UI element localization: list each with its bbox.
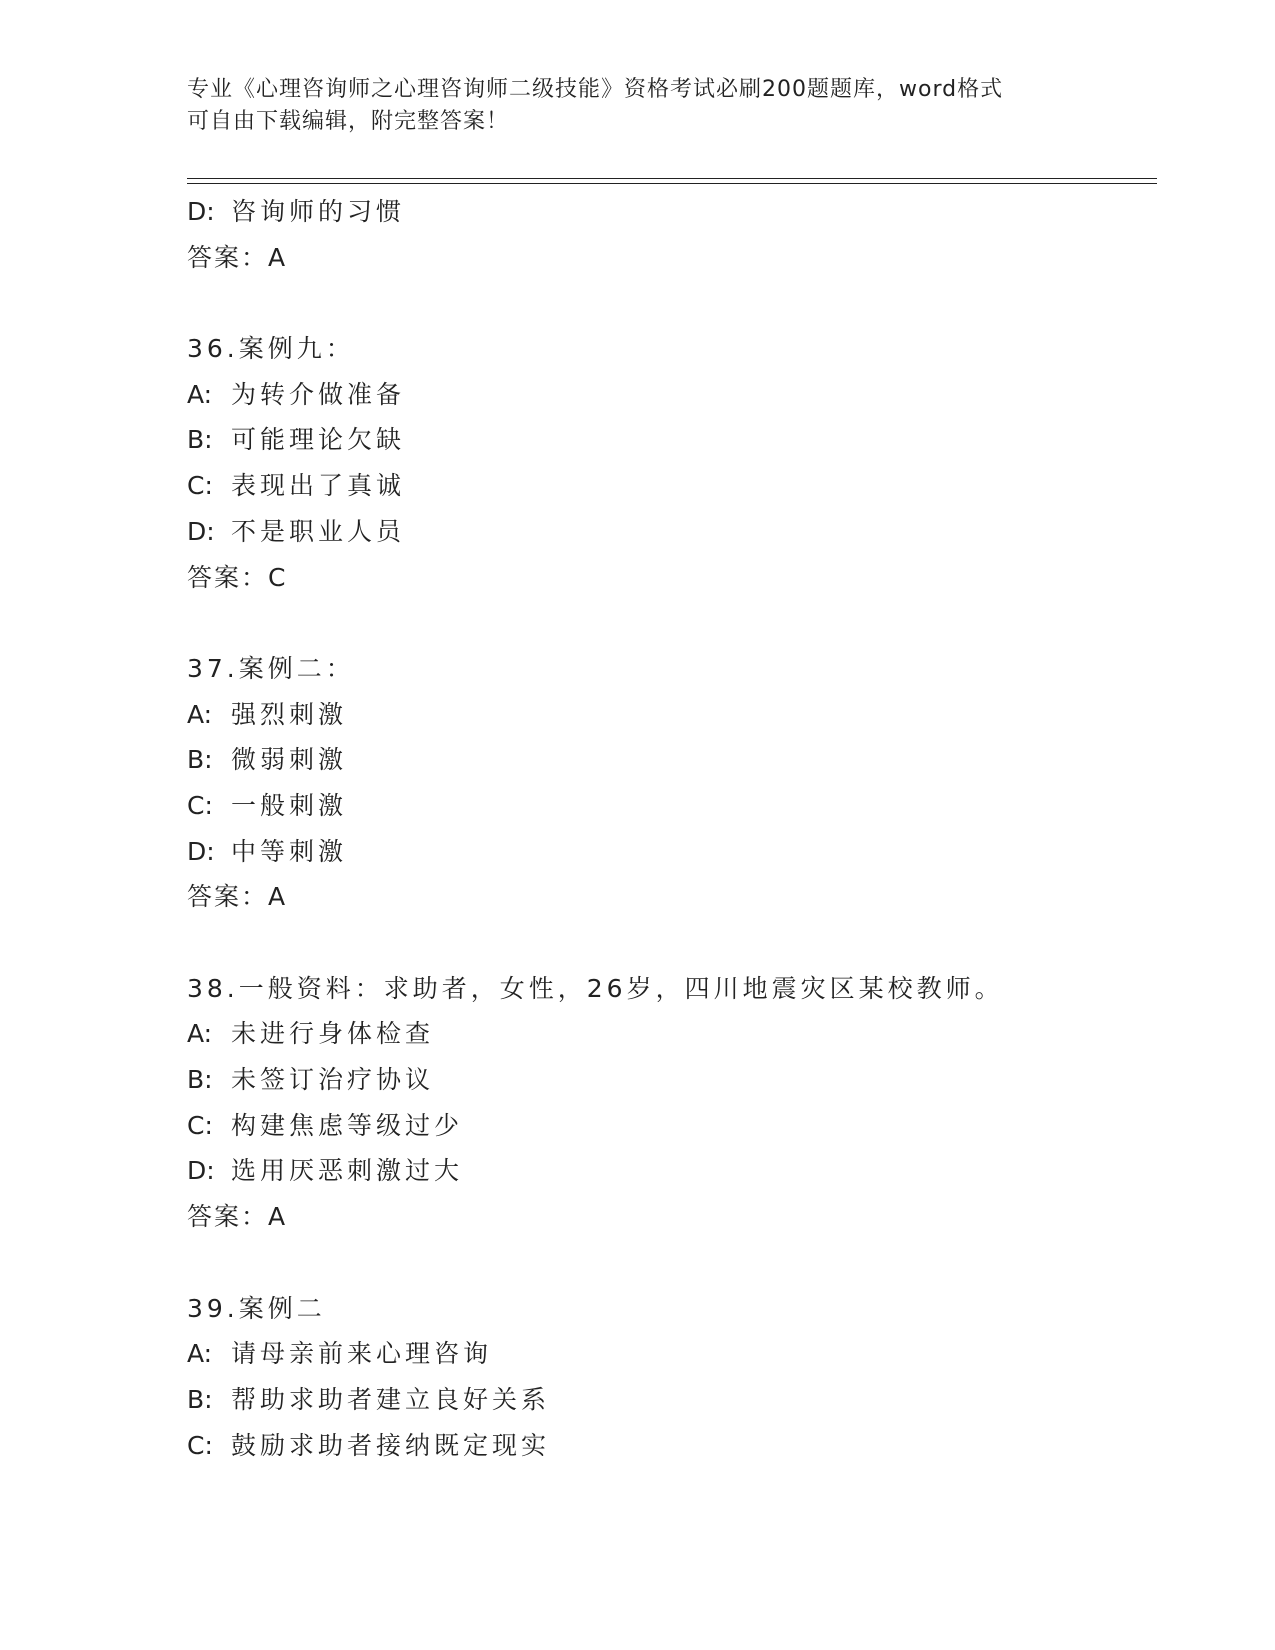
option-row [187,463,1147,509]
option-row [187,1148,1147,1194]
option-row [187,417,1147,463]
option-letter: D: [187,516,215,546]
header-divider-bottom [187,183,1157,184]
option-letter: B: [187,745,213,775]
option-text: 请母亲前来心理咨询 [231,1339,493,1369]
option-text: 选用厌恶刺激过大 [231,1156,464,1186]
header-divider-top [187,178,1157,179]
option-text: 表现出了真诚 [231,471,406,501]
option-text: 构建焦虑等级过少 [231,1110,464,1140]
question-spacer [187,280,1147,326]
answer-line: 答案：A [187,1202,288,1232]
option-text: 鼓励求助者接纳既定现实 [231,1430,551,1460]
option-row [187,737,1147,783]
question-list [187,189,1147,1468]
question-title: 37.案例二： [187,653,355,683]
document-header [187,74,1087,138]
question-spacer [187,600,1147,646]
option-row [187,1103,1147,1149]
option-letter: C: [187,1430,213,1460]
option-text: 帮助求助者建立良好关系 [231,1384,551,1414]
option-text: 一般刺激 [231,790,348,820]
option-letter: A: [187,1339,213,1369]
option-letter: A: [187,1019,213,1049]
answer-line: 答案：A [187,242,288,272]
option-letter: A: [187,379,213,409]
option-letter: D: [187,197,215,226]
header-line-2: 可自由下载编辑，附完整答案！ [187,109,510,134]
option-text: 未签订治疗协议 [231,1065,435,1095]
question-title: 39.案例二 [187,1293,326,1323]
option-text: 强烈刺激 [231,699,348,729]
option-letter: D: [187,836,215,866]
header-line-1: 专业《心理咨询师之心理咨询师二级技能》资格考试必刷200题题库，word格式 [187,77,1004,102]
option-letter: B: [187,1384,213,1414]
option-row [187,829,1147,875]
option-row [187,1423,1147,1469]
question-title: 36.案例九： [187,334,355,364]
option-text: 咨询师的习惯 [231,197,406,226]
option-letter: C: [187,1110,213,1140]
question-spacer [187,920,1147,966]
option-row [187,692,1147,738]
option-row [187,1377,1147,1423]
option-letter: C: [187,790,213,820]
option-row [187,1011,1147,1057]
option-row [187,1057,1147,1103]
option-row [187,372,1147,418]
option-text: 为转介做准备 [231,379,406,409]
option-row [187,189,1147,235]
option-row [187,783,1147,829]
answer-line: 答案：A [187,882,288,912]
option-letter: B: [187,425,213,455]
option-letter: C: [187,471,213,501]
option-text: 不是职业人员 [231,516,406,546]
option-letter: A: [187,699,213,729]
option-text: 中等刺激 [231,836,348,866]
question-title: 38.一般资料：求助者，女性，26岁，四川地震灾区某校教师。 [187,973,1004,1003]
option-letter: D: [187,1156,215,1186]
option-letter: B: [187,1065,213,1095]
answer-line: 答案：C [187,562,288,592]
option-row [187,1331,1147,1377]
option-text: 未进行身体检查 [231,1019,435,1049]
option-row [187,509,1147,555]
option-text: 可能理论欠缺 [231,425,406,455]
option-text: 微弱刺激 [231,745,348,775]
question-spacer [187,1240,1147,1286]
